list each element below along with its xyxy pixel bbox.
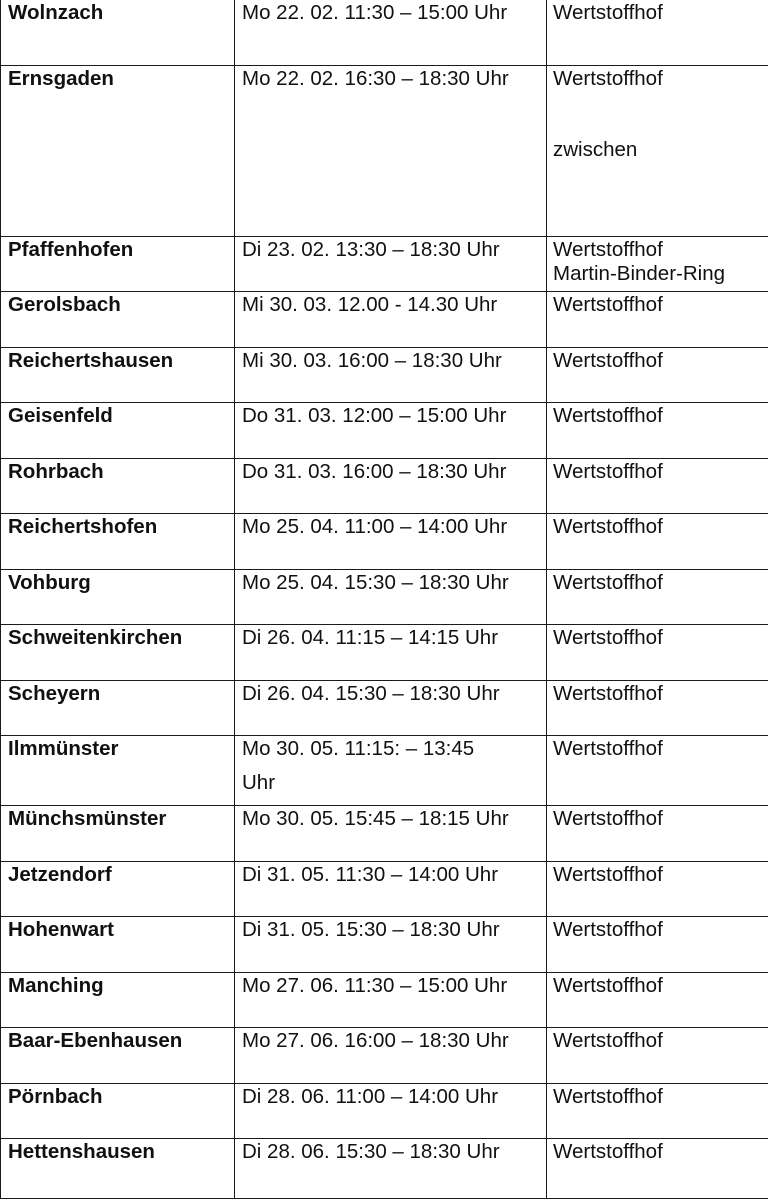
location-name: Wertstoffhof bbox=[553, 0, 768, 25]
location-name: Wertstoffhof bbox=[553, 1139, 768, 1164]
place-cell bbox=[1, 917, 235, 973]
place-cell bbox=[1, 570, 235, 625]
date-cell bbox=[235, 681, 547, 736]
location-note: zwischen bbox=[553, 137, 768, 162]
place-name: Ernsgaden bbox=[8, 66, 234, 91]
place-cell bbox=[1, 403, 235, 459]
table-row bbox=[1, 570, 768, 625]
date-cell bbox=[235, 973, 547, 1028]
table-row bbox=[1, 237, 768, 292]
table-row bbox=[1, 1084, 768, 1139]
place-cell bbox=[1, 237, 235, 292]
date-time: Di 31. 05. 11:30 – 14:00 Uhr bbox=[242, 862, 546, 887]
location-name: Wertstoffhof bbox=[553, 514, 768, 539]
table-row bbox=[1, 973, 768, 1028]
location-cell bbox=[547, 292, 768, 348]
location-cell bbox=[547, 736, 768, 806]
date-cell bbox=[235, 237, 547, 292]
place-name: Reichertshofen bbox=[8, 514, 234, 539]
location-name: Wertstoffhof bbox=[553, 292, 768, 317]
location-cell bbox=[547, 973, 768, 1028]
location-name: Wertstoffhof bbox=[553, 806, 768, 831]
place-name: Vohburg bbox=[8, 570, 234, 595]
place-name: Reichertshausen bbox=[8, 348, 234, 373]
place-cell bbox=[1, 0, 235, 66]
place-name: Scheyern bbox=[8, 681, 234, 706]
table-row bbox=[1, 862, 768, 917]
place-name: Schweitenkirchen bbox=[8, 625, 234, 650]
location-cell bbox=[547, 348, 768, 403]
location-name: Wertstoffhof bbox=[553, 237, 768, 262]
place-cell bbox=[1, 1139, 235, 1199]
location-name: Wertstoffhof bbox=[553, 862, 768, 887]
table-row bbox=[1, 459, 768, 514]
place-name: Geisenfeld bbox=[8, 403, 234, 428]
place-cell bbox=[1, 66, 235, 237]
date-time: Mo 27. 06. 11:30 – 15:00 Uhr bbox=[242, 973, 546, 998]
place-cell bbox=[1, 1028, 235, 1084]
place-cell bbox=[1, 292, 235, 348]
date-time: Mo 22. 02. 16:30 – 18:30 Uhr bbox=[242, 66, 546, 91]
schedule-body bbox=[1, 0, 768, 1199]
date-cell bbox=[235, 66, 547, 237]
table-row bbox=[1, 292, 768, 348]
place-name: Hettenshausen bbox=[8, 1139, 234, 1164]
date-time: Di 23. 02. 13:30 – 18:30 Uhr bbox=[242, 237, 546, 262]
date-cell bbox=[235, 514, 547, 570]
place-name: Jetzendorf bbox=[8, 862, 234, 887]
place-cell bbox=[1, 459, 235, 514]
location-cell bbox=[547, 806, 768, 862]
date-time: Mo 27. 06. 16:00 – 18:30 Uhr bbox=[242, 1028, 546, 1053]
location-cell bbox=[547, 0, 768, 66]
place-cell bbox=[1, 862, 235, 917]
date-cell bbox=[235, 403, 547, 459]
location-name: Wertstoffhof bbox=[553, 348, 768, 373]
location-name: Wertstoffhof bbox=[553, 459, 768, 484]
date-time: Mi 30. 03. 12.00 - 14.30 Uhr bbox=[242, 292, 546, 317]
table-row bbox=[1, 917, 768, 973]
place-name: Baar-Ebenhausen bbox=[8, 1028, 234, 1053]
location-name: Wertstoffhof bbox=[553, 736, 768, 761]
location-name: Wertstoffhof bbox=[553, 66, 768, 91]
location-name: Wertstoffhof bbox=[553, 917, 768, 942]
date-time: Do 31. 03. 16:00 – 18:30 Uhr bbox=[242, 459, 546, 484]
date-time: Mo 25. 04. 15:30 – 18:30 Uhr bbox=[242, 570, 546, 595]
date-time: Mo 25. 04. 11:00 – 14:00 Uhr bbox=[242, 514, 546, 539]
place-name: Wolnzach bbox=[8, 0, 234, 25]
location-cell bbox=[547, 514, 768, 570]
date-time: Di 28. 06. 15:30 – 18:30 Uhr bbox=[242, 1139, 546, 1164]
location-name: Wertstoffhof bbox=[553, 570, 768, 595]
place-name: Pfaffenhofen bbox=[8, 237, 234, 262]
location-name: Wertstoffhof bbox=[553, 403, 768, 428]
table-row bbox=[1, 514, 768, 570]
table-row bbox=[1, 736, 768, 806]
table-row bbox=[1, 403, 768, 459]
date-time: Mo 30. 05. 15:45 – 18:15 Uhr bbox=[242, 806, 546, 831]
location-cell bbox=[547, 403, 768, 459]
date-cell bbox=[235, 1139, 547, 1199]
date-cell bbox=[235, 1028, 547, 1084]
location-cell bbox=[547, 625, 768, 681]
date-time: Di 28. 06. 11:00 – 14:00 Uhr bbox=[242, 1084, 546, 1109]
location-cell bbox=[547, 237, 768, 292]
location-cell bbox=[547, 862, 768, 917]
date-time-suffix: Uhr bbox=[242, 761, 546, 795]
place-name: Münchsmünster bbox=[8, 806, 234, 831]
place-cell bbox=[1, 1084, 235, 1139]
location-name: Wertstoffhof bbox=[553, 625, 768, 650]
date-cell bbox=[235, 459, 547, 514]
date-time: Do 31. 03. 12:00 – 15:00 Uhr bbox=[242, 403, 546, 428]
place-name: Manching bbox=[8, 973, 234, 998]
date-cell bbox=[235, 862, 547, 917]
location-cell bbox=[547, 1084, 768, 1139]
place-cell bbox=[1, 973, 235, 1028]
place-cell bbox=[1, 348, 235, 403]
date-cell bbox=[235, 570, 547, 625]
table-row bbox=[1, 1028, 768, 1084]
table-row bbox=[1, 806, 768, 862]
date-cell bbox=[235, 292, 547, 348]
location-name: Wertstoffhof bbox=[553, 973, 768, 998]
place-name: Ilmmünster bbox=[8, 736, 234, 761]
table-row bbox=[1, 625, 768, 681]
date-cell bbox=[235, 625, 547, 681]
date-cell bbox=[235, 806, 547, 862]
table-row bbox=[1, 1139, 768, 1199]
table-row bbox=[1, 681, 768, 736]
date-time: Mi 30. 03. 16:00 – 18:30 Uhr bbox=[242, 348, 546, 373]
place-cell bbox=[1, 681, 235, 736]
location-cell bbox=[547, 1139, 768, 1199]
date-cell bbox=[235, 348, 547, 403]
date-time: Di 26. 04. 11:15 – 14:15 Uhr bbox=[242, 625, 546, 650]
place-cell bbox=[1, 514, 235, 570]
date-time: Di 31. 05. 15:30 – 18:30 Uhr bbox=[242, 917, 546, 942]
place-name: Gerolsbach bbox=[8, 292, 234, 317]
location-cell bbox=[547, 570, 768, 625]
date-cell bbox=[235, 736, 547, 806]
place-name: Hohenwart bbox=[8, 917, 234, 942]
place-cell bbox=[1, 806, 235, 862]
place-name: Pörnbach bbox=[8, 1084, 234, 1109]
date-cell bbox=[235, 0, 547, 66]
place-cell bbox=[1, 736, 235, 806]
date-cell bbox=[235, 917, 547, 973]
table-row bbox=[1, 66, 768, 237]
table-row bbox=[1, 348, 768, 403]
table-row bbox=[1, 0, 768, 66]
place-name: Rohrbach bbox=[8, 459, 234, 484]
location-cell bbox=[547, 459, 768, 514]
date-cell bbox=[235, 1084, 547, 1139]
location-cell bbox=[547, 681, 768, 736]
date-time: Mo 30. 05. 11:15: – 13:45 bbox=[242, 736, 546, 761]
location-cell bbox=[547, 917, 768, 973]
location-name: Wertstoffhof bbox=[553, 1028, 768, 1053]
location-name: Wertstoffhof bbox=[553, 681, 768, 706]
location-name: Wertstoffhof bbox=[553, 1084, 768, 1109]
location-cell bbox=[547, 1028, 768, 1084]
date-time: Mo 22. 02. 11:30 – 15:00 Uhr bbox=[242, 0, 546, 25]
location-street: Martin-Binder-Ring bbox=[553, 262, 768, 286]
location-cell bbox=[547, 66, 768, 237]
place-cell bbox=[1, 625, 235, 681]
date-time: Di 26. 04. 15:30 – 18:30 Uhr bbox=[242, 681, 546, 706]
